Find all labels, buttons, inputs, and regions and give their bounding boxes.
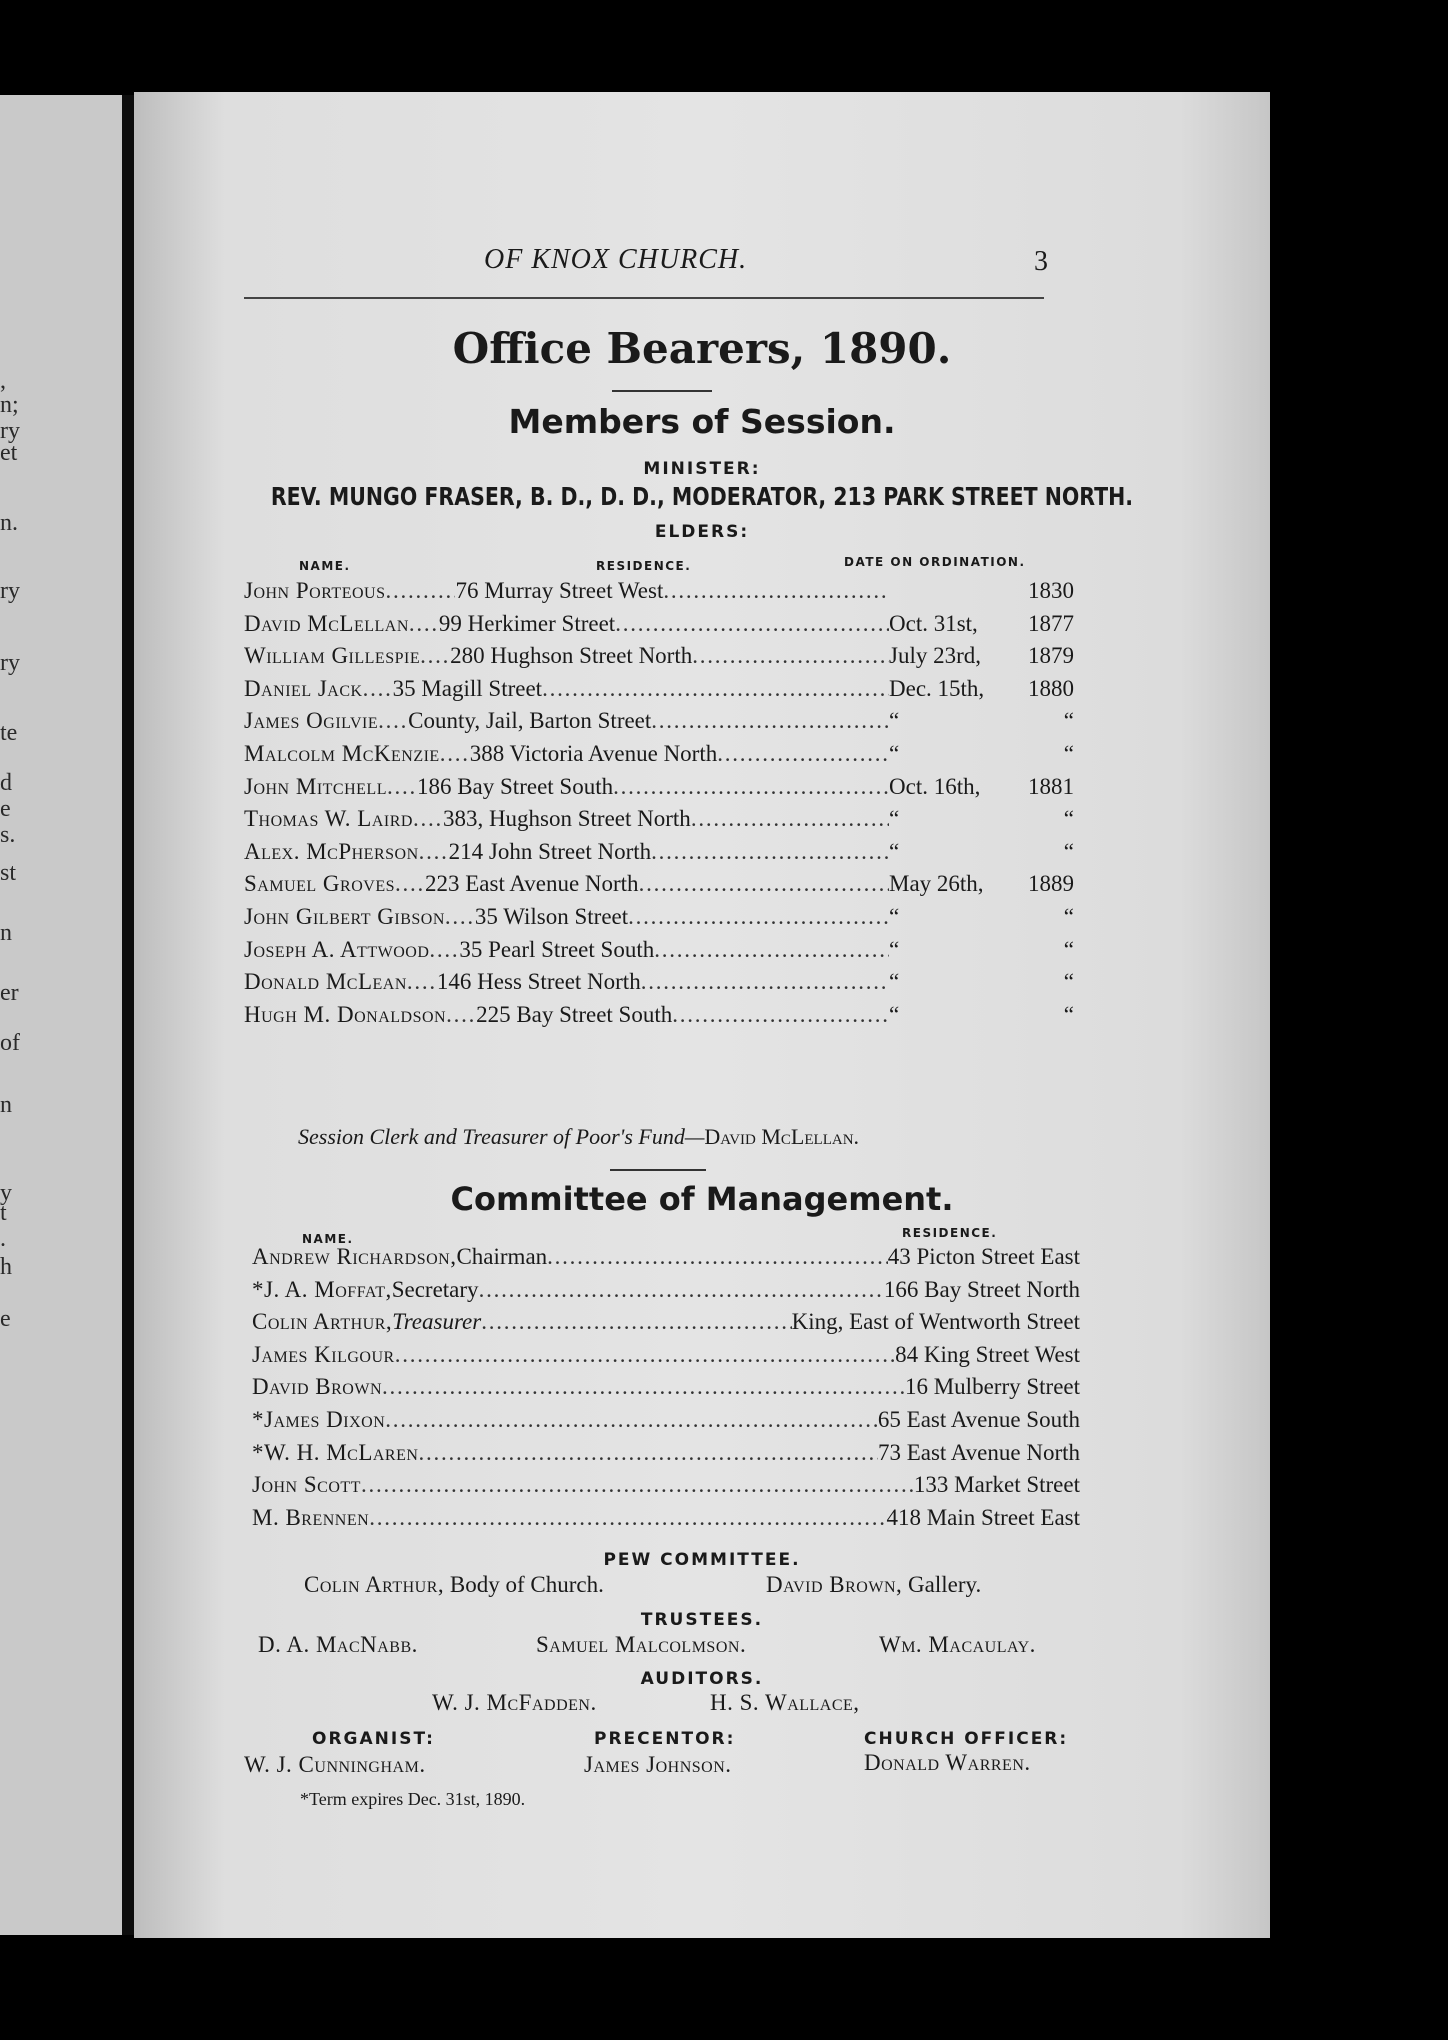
facing-page-text-fragment: t	[0, 1200, 7, 1226]
elder-residence: 186 Bay Street South	[416, 773, 614, 799]
facing-page-text-fragment: e	[0, 796, 11, 822]
elder-name: Joseph A. Attwood	[244, 936, 430, 962]
leader-dots	[663, 578, 889, 604]
pew-committee-label: PEW COMMITTEE.	[603, 1550, 801, 1570]
committee-row	[252, 1440, 1080, 1466]
committee-row	[252, 1309, 1080, 1335]
leader-dots	[542, 676, 889, 702]
elder-residence: 35 Magill Street	[392, 675, 543, 701]
committee-row	[252, 1374, 1080, 1400]
session-clerk-title: Session Clerk and Treasurer of Poor's Fund—	[298, 1124, 705, 1149]
elder-name: John Mitchell	[244, 773, 387, 799]
auditor-name: H. S. Wallace,	[710, 1690, 860, 1715]
committee-residence-column-header: RESIDENCE.	[902, 1226, 998, 1240]
elder-row	[244, 676, 1074, 702]
leader-dots	[651, 839, 889, 865]
committee-member-name: David Brown	[252, 1374, 383, 1400]
elder-residence: County, Jail, Barton Street	[408, 708, 652, 734]
committee-member-role: Secretary	[391, 1276, 479, 1302]
elder-ordination-date: “	[889, 806, 900, 832]
facing-page-text-fragment: st	[0, 860, 17, 886]
elder-name: Hugh M. Donaldson	[244, 1001, 447, 1027]
leader-dots	[395, 1342, 895, 1368]
elder-name: James Ogilvie	[244, 708, 379, 734]
footnote: *Term expires Dec. 31st, 1890.	[300, 1789, 526, 1809]
leader-dots	[641, 969, 889, 995]
elders-name-column-header: NAME.	[299, 559, 351, 573]
leader-dots	[654, 937, 889, 963]
elder-residence: 388 Victoria Avenue North	[469, 741, 718, 766]
trustees-label: TRUSTEES.	[640, 1610, 764, 1630]
trustee-name: Wm. Macaulay.	[879, 1632, 1036, 1657]
elder-ordination-year: 1879	[1028, 643, 1074, 669]
elder-residence: 35 Pearl Street South	[459, 936, 655, 962]
leader-dots	[440, 741, 470, 767]
auditors-label: AUDITORS.	[640, 1669, 764, 1689]
elder-ordination-year: 1889	[1028, 871, 1074, 897]
committee-member-residence: 65 East Avenue South	[877, 1407, 1080, 1432]
elder-name: Samuel Groves	[244, 871, 395, 897]
church-officer-label: CHURCH OFFICER:	[864, 1729, 1069, 1749]
committee-member-name: John Scott	[252, 1472, 361, 1498]
facing-page-text-fragment: er	[0, 980, 19, 1006]
facing-page-text-fragment: te	[0, 720, 18, 746]
elder-ordination-year: 1877	[1028, 610, 1074, 636]
committee-row	[252, 1342, 1080, 1368]
leader-dots	[479, 1277, 884, 1303]
committee-member-role: Chairman	[456, 1244, 548, 1269]
precentor-label: PRECENTOR:	[594, 1729, 736, 1749]
leader-dots	[628, 904, 889, 930]
leader-dots	[429, 937, 459, 963]
elder-ordination-year: “	[1063, 806, 1074, 832]
leader-dots	[651, 708, 889, 734]
committee-row	[252, 1407, 1080, 1433]
elder-row	[244, 937, 1074, 963]
facing-page-text-fragment: n;	[0, 392, 19, 418]
leader-dots	[409, 611, 439, 637]
leader-dots	[385, 578, 455, 604]
elder-ordination-year: “	[1063, 1001, 1074, 1027]
elder-row	[244, 643, 1074, 669]
committee-member-residence: 133 Market Street	[913, 1472, 1080, 1498]
leader-dots	[419, 839, 449, 865]
moderator-line: REV. MUNGO FRASER, B. D., D. D., MODERATOR, 213 PARK STREET NORTH.	[270, 482, 1134, 511]
facing-page-text-fragment: of	[0, 1030, 20, 1056]
leader-dots	[361, 1472, 914, 1498]
elder-name: Daniel Jack	[244, 675, 363, 701]
leader-dots	[363, 676, 393, 702]
leader-dots	[418, 1440, 878, 1466]
title-rule	[612, 390, 712, 392]
elder-name: David McLellan	[244, 610, 409, 636]
leader-dots	[445, 904, 475, 930]
elder-ordination-year: 1880	[1028, 675, 1074, 701]
committee-member-name: Colin Arthur,	[252, 1309, 393, 1335]
precentor-name: James Johnson.	[584, 1752, 732, 1777]
committee-member-name: *W. H. McLaren	[252, 1439, 419, 1465]
elder-ordination-date: July 23rd,	[889, 643, 981, 669]
leader-dots	[378, 708, 408, 734]
elder-ordination-year: “	[1063, 904, 1074, 929]
facing-page-text-fragment: h	[0, 1254, 12, 1280]
committee-member-name: James Kilgour	[252, 1341, 395, 1367]
elder-ordination-year: 1830	[1028, 578, 1074, 603]
leader-dots	[547, 1244, 888, 1270]
committee-row	[252, 1277, 1080, 1303]
leader-dots	[387, 774, 417, 800]
elders-label: ELDERS:	[654, 522, 750, 542]
minister-label: MINISTER:	[643, 459, 761, 479]
organist-name: W. J. Cunningham.	[244, 1752, 426, 1777]
section-rule	[610, 1169, 706, 1171]
elder-ordination-date: “	[889, 1001, 900, 1027]
facing-page-text-fragment: n	[0, 1092, 12, 1118]
elder-row	[244, 806, 1074, 832]
elder-ordination-year: “	[1063, 741, 1074, 766]
elder-residence: 223 East Avenue North	[425, 871, 639, 897]
elder-row	[244, 708, 1074, 734]
elder-row	[244, 611, 1074, 637]
leader-dots	[692, 643, 889, 669]
leader-dots	[413, 806, 443, 832]
committee-member-name: M. Brennen	[252, 1504, 370, 1530]
elder-row	[244, 774, 1074, 800]
organist-label: ORGANIST:	[312, 1729, 435, 1749]
leader-dots	[420, 643, 450, 669]
elder-name: Thomas W. Laird	[244, 806, 413, 832]
facing-page-text-fragment: .	[0, 1226, 6, 1252]
facing-page-text-fragment: d	[0, 770, 12, 796]
elder-ordination-date: “	[889, 969, 900, 995]
page	[134, 92, 1270, 1938]
elder-residence: 225 Bay Street South	[476, 1001, 673, 1027]
leader-dots	[717, 741, 889, 767]
facing-page-text-fragment: y	[0, 1180, 12, 1206]
facing-page-text-fragment: n.	[0, 510, 18, 536]
committee-row	[252, 1472, 1080, 1498]
leader-dots	[395, 871, 425, 897]
elder-residence: 214 John Street North	[448, 838, 652, 864]
elder-ordination-date: “	[889, 741, 900, 766]
page-title: Office Bearers, 1890.	[452, 324, 952, 373]
committee-heading: Committee of Management.	[450, 1180, 954, 1218]
elder-residence: 383, Hughson Street North	[442, 806, 691, 832]
leader-dots	[385, 1407, 878, 1433]
committee-member-name: *James Dixon	[252, 1407, 386, 1432]
elder-ordination-year: “	[1063, 838, 1074, 864]
trustee-name: Samuel Malcolmson.	[536, 1632, 747, 1657]
members-heading: Members of Session.	[508, 402, 896, 441]
elder-residence: 146 Hess Street North	[436, 969, 641, 995]
leader-dots	[407, 969, 437, 995]
committee-member-residence: 43 Picton Street East	[887, 1244, 1080, 1269]
elder-name: John Porteous	[244, 578, 386, 603]
elder-row	[244, 839, 1074, 865]
committee-name-column-header: NAME.	[302, 1232, 354, 1246]
elder-residence: 35 Wilson Street	[474, 904, 629, 929]
pew-committee-gallery: David Brown, Gallery.	[766, 1572, 982, 1597]
session-clerk-line	[298, 1124, 859, 1150]
elder-name: Donald McLean	[244, 969, 407, 995]
elder-ordination-year: “	[1063, 969, 1074, 995]
committee-member-name: Andrew Richardson,	[252, 1244, 457, 1269]
elders-date-column-header: DATE ON ORDINATION.	[844, 555, 1026, 569]
committee-member-residence: 73 East Avenue North	[877, 1439, 1080, 1465]
elders-residence-column-header: RESIDENCE.	[596, 559, 692, 573]
pew-committee-body: Colin Arthur, Body of Church.	[304, 1572, 604, 1597]
leader-dots	[639, 871, 889, 897]
facing-page-text-fragment: ry	[0, 418, 20, 444]
committee-member-residence: 418 Main Street East	[886, 1504, 1080, 1530]
leader-dots	[691, 806, 889, 832]
elder-ordination-year: “	[1063, 708, 1074, 734]
elder-residence: 76 Murray Street West	[455, 578, 664, 603]
elder-ordination-date: Oct. 31st,	[889, 610, 978, 636]
elder-ordination-date: “	[889, 904, 900, 929]
committee-member-name: *J. A. Moffat,	[252, 1276, 392, 1302]
committee-row	[252, 1244, 1080, 1270]
page-number: 3	[1034, 246, 1048, 277]
elder-residence: 99 Herkimer Street	[438, 610, 616, 636]
committee-member-residence: 166 Bay Street North	[883, 1276, 1080, 1302]
leader-dots	[615, 611, 889, 637]
book-gutter	[122, 95, 134, 1935]
elder-ordination-date: “	[889, 936, 900, 962]
facing-page-text-fragment: et	[0, 440, 18, 466]
facing-page-text-fragment: ,	[0, 368, 6, 394]
elder-residence: 280 Hughson Street North	[450, 643, 693, 669]
elder-ordination-year: 1881	[1028, 773, 1074, 799]
committee-member-residence: 16 Mulberry Street	[904, 1374, 1080, 1400]
trustee-name: D. A. MacNabb.	[258, 1632, 418, 1657]
header-rule	[244, 297, 1044, 299]
elder-ordination-date: “	[889, 838, 900, 864]
elder-row	[244, 741, 1074, 767]
elder-row	[244, 578, 1074, 604]
elder-row	[244, 871, 1074, 897]
elder-name: Malcolm McKenzie	[244, 741, 440, 766]
leader-dots	[613, 774, 889, 800]
elder-name: William Gillespie	[244, 643, 421, 669]
elder-row	[244, 1002, 1074, 1028]
leader-dots	[481, 1309, 791, 1335]
elder-ordination-date: Oct. 16th,	[889, 773, 981, 799]
leader-dots	[672, 1002, 889, 1028]
leader-dots	[382, 1374, 905, 1400]
elder-row	[244, 969, 1074, 995]
facing-page-edge	[0, 95, 122, 1935]
committee-member-residence: King, East of Wentworth Street	[791, 1309, 1080, 1335]
elder-ordination-date: “	[889, 708, 900, 734]
facing-page-text-fragment: ry	[0, 578, 20, 604]
running-head: OF KNOX CHURCH.	[484, 244, 748, 275]
church-officer-name: Donald Warren.	[864, 1750, 1031, 1775]
elder-ordination-date: Dec. 15th,	[889, 675, 985, 701]
elder-row	[244, 904, 1074, 930]
auditor-name: W. J. McFadden.	[432, 1690, 597, 1715]
facing-page-text-fragment: s.	[0, 822, 16, 848]
leader-dots	[446, 1002, 476, 1028]
elder-name: Alex. McPherson	[244, 838, 419, 864]
committee-member-residence: 84 King Street West	[895, 1341, 1080, 1367]
elder-ordination-year: “	[1063, 936, 1074, 962]
elder-ordination-date: May 26th,	[889, 871, 984, 897]
facing-page-text-fragment: e	[0, 1306, 11, 1332]
facing-page-text-fragment: n	[0, 920, 12, 946]
elder-name: John Gilbert Gibson	[244, 904, 445, 929]
facing-page-text-fragment: ry	[0, 650, 20, 676]
committee-row	[252, 1505, 1080, 1531]
committee-member-role: Treasurer	[392, 1309, 482, 1335]
leader-dots	[369, 1505, 886, 1531]
session-clerk-name: David McLellan.	[704, 1124, 860, 1149]
